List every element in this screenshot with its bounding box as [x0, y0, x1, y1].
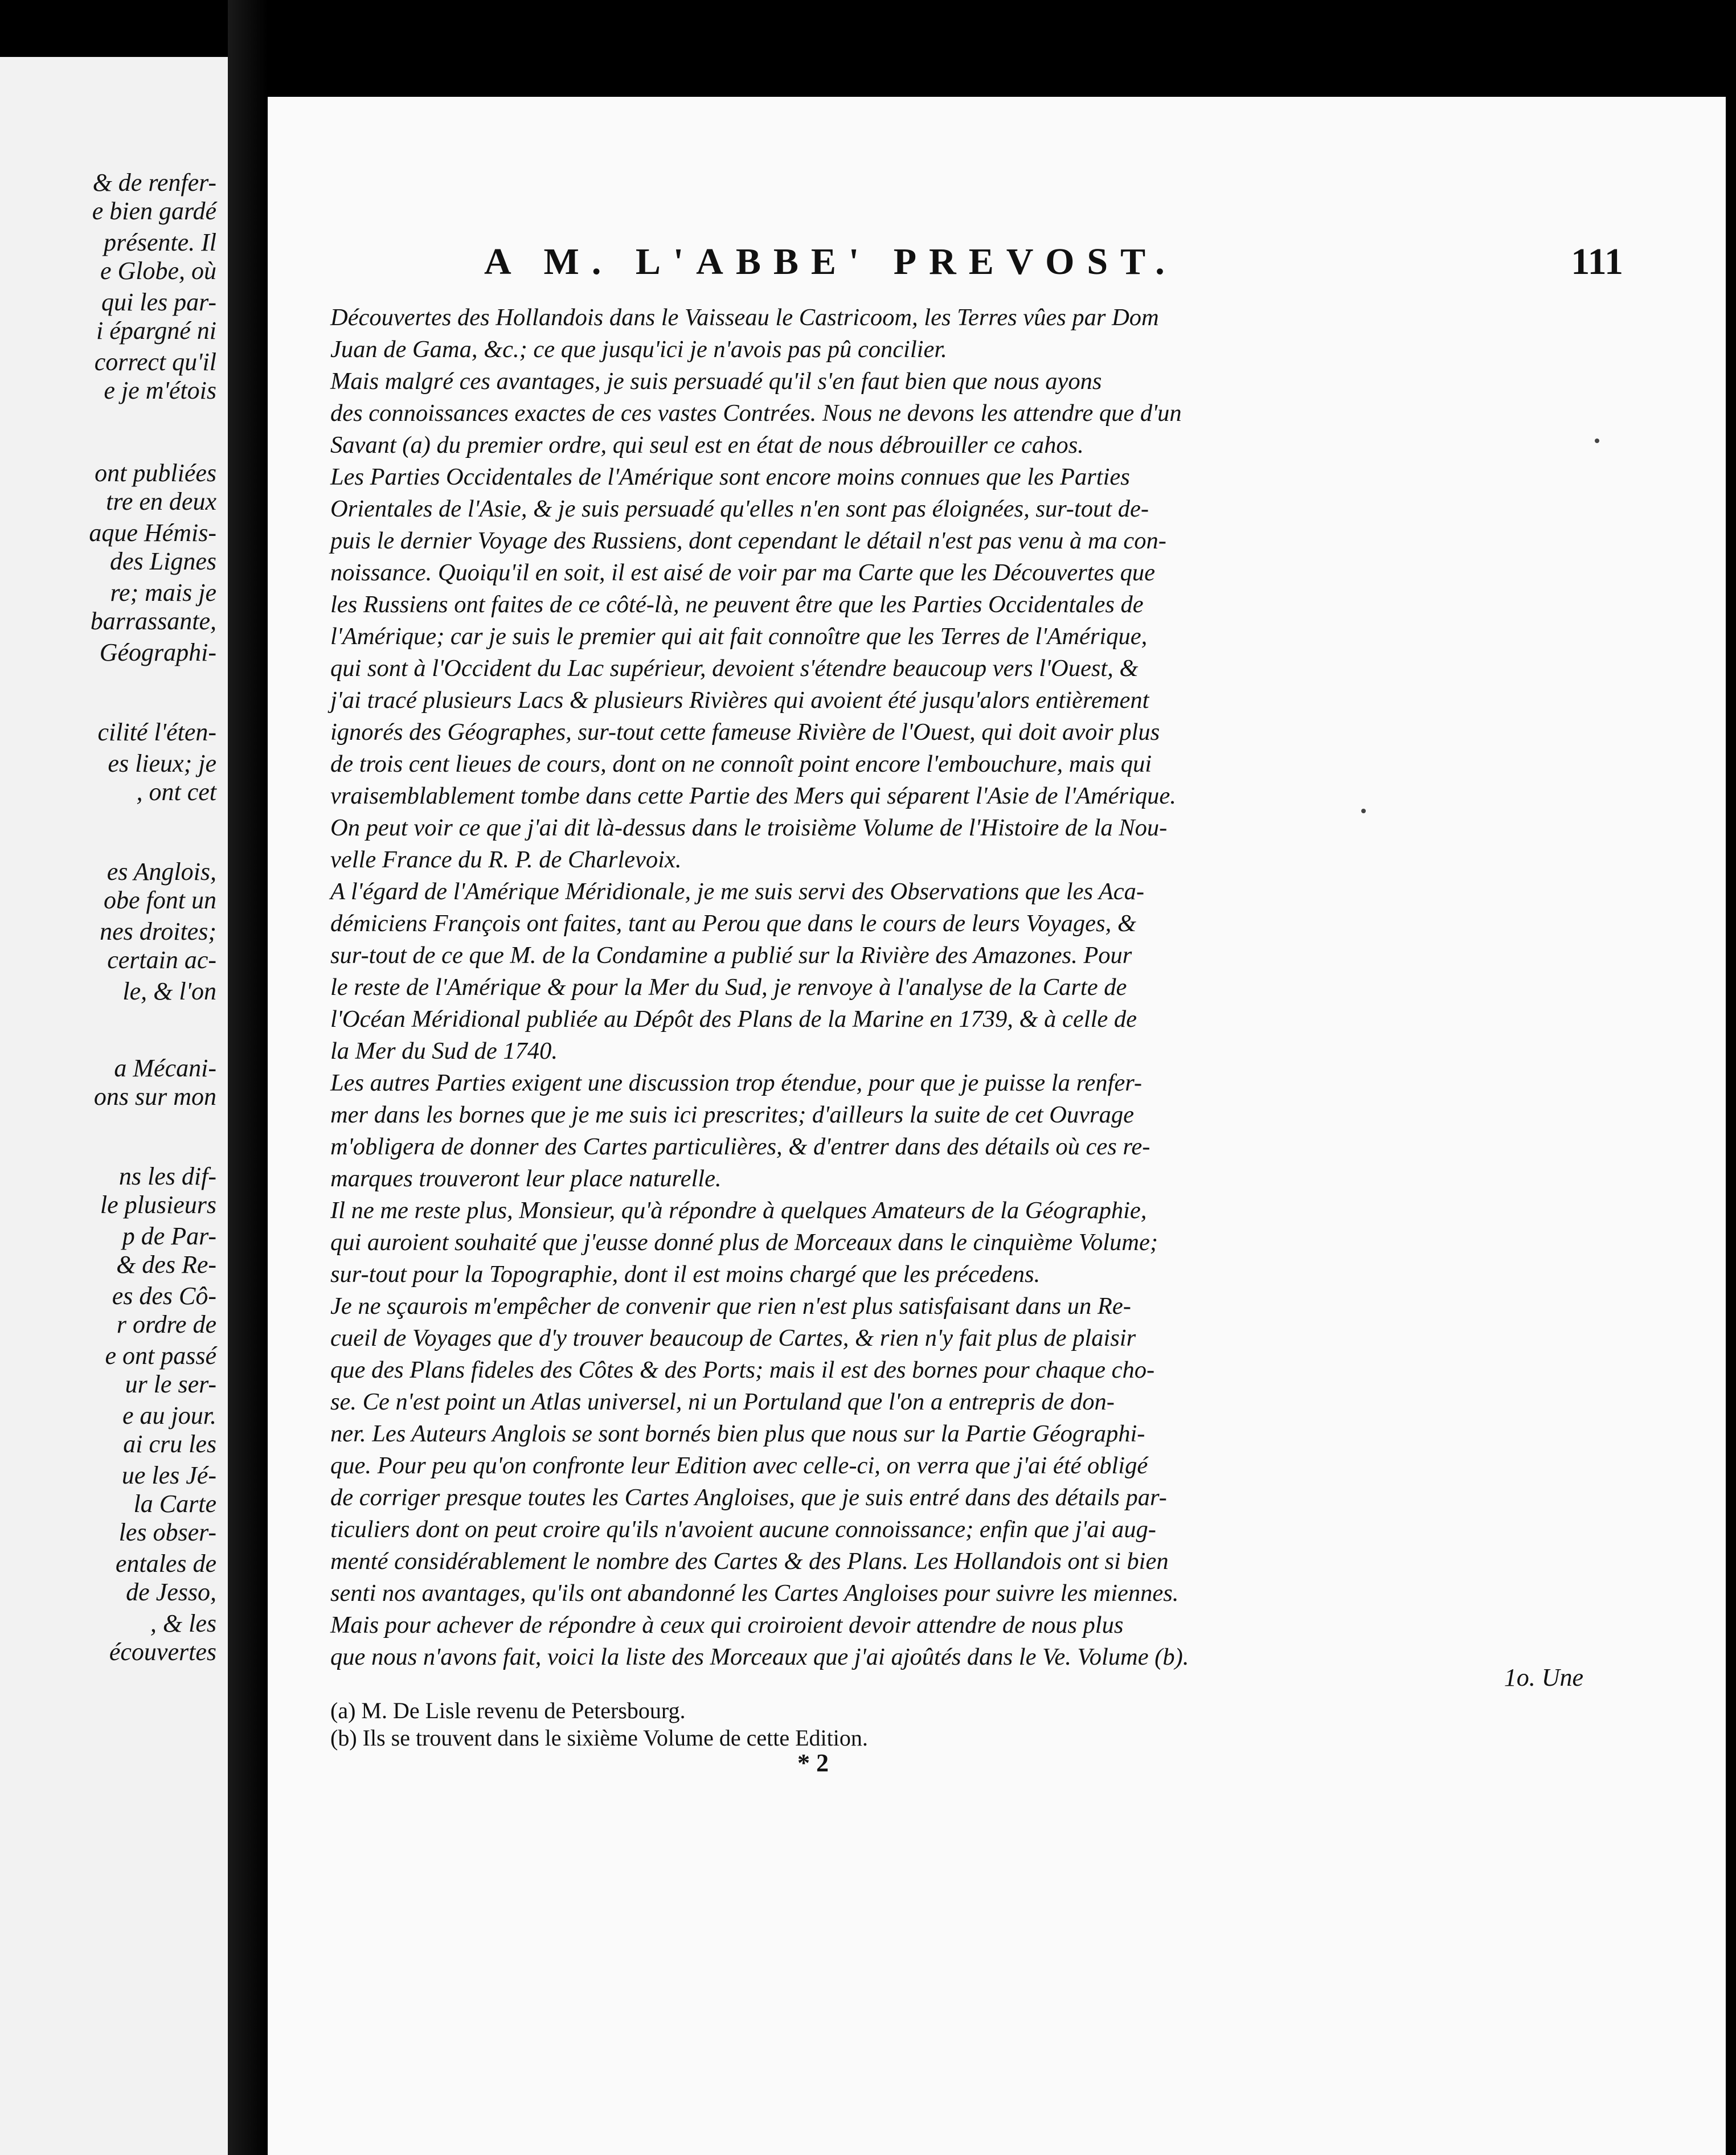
body-line: sur-tout pour la Topographie, dont il est moins chargé que les précedens.: [330, 1261, 1041, 1288]
body-line: Savant (a) du premier ordre, qui seul est en état de nous débrouiller ce cahos.: [330, 432, 1084, 458]
left-page-line: la Carte: [133, 1490, 216, 1518]
footnote-a: (a) M. De Lisle revenu de Petersbourg.: [330, 1698, 686, 1723]
body-line: velle France du R. P. de Charlevoix.: [330, 846, 682, 873]
left-page-line: présente. Il: [104, 228, 216, 256]
body-line: menté considérablement le nombre des Cartes & des Plans. Les Hollandois ont si bien: [330, 1548, 1169, 1575]
left-page-line: e Globe, où: [100, 257, 216, 285]
body-line: la Mer du Sud de 1740.: [330, 1038, 558, 1064]
left-page-line: tre en deux: [106, 487, 216, 515]
catchword: 1o. Une: [1504, 1664, 1583, 1691]
body-line: des connoissances exactes de ces vastes Contrées. Nous ne devons les attendre que d'un: [330, 400, 1182, 427]
left-page-line: qui les par-: [101, 288, 216, 316]
left-page-line: le plusieurs: [100, 1191, 216, 1219]
body-line: de corriger presque toutes les Cartes Angloises, que je suis entré dans des détails par-: [330, 1484, 1167, 1511]
body-line: les Russiens ont faites de ce côté-là, ne peuvent être que les Parties Occidentales de: [330, 591, 1144, 618]
left-page-line: nes droites;: [100, 917, 216, 945]
body-line: que des Plans fideles des Côtes & des Ports; mais il est des bornes pour chaque cho-: [330, 1357, 1155, 1383]
left-page-line: es Anglois,: [107, 858, 216, 886]
left-page-line: p de Par-: [122, 1222, 216, 1250]
left-page-line: les obser-: [118, 1518, 216, 1546]
left-page-line: r ordre de: [116, 1310, 216, 1338]
left-page-line: ons sur mon: [93, 1083, 216, 1111]
footnote-b: (b) Ils se trouvent dans le sixième Volume de cette Edition.: [330, 1725, 868, 1751]
left-page-line: entales de: [115, 1550, 216, 1578]
left-page-line: écouvertes: [109, 1638, 216, 1666]
body-line: j'ai tracé plusieurs Lacs & plusieurs Rivières qui avoient été jusqu'alors entièrement: [330, 687, 1149, 714]
left-page-line: ue les Jé-: [121, 1461, 216, 1489]
left-page-line: Géographi-: [99, 638, 216, 666]
left-page-line: ur le ser-: [125, 1370, 216, 1398]
left-page-line: le, & l'on: [122, 977, 216, 1005]
body-line: Les Parties Occidentales de l'Amérique sont encore moins connues que les Parties: [330, 464, 1130, 490]
left-page-line: , ont cet: [136, 778, 216, 806]
left-page-line: re; mais je: [110, 579, 216, 607]
body-line: qui auroient souhaité que j'eusse donné plus de Morceaux dans le cinquième Volume;: [330, 1229, 1158, 1256]
left-page-line: aque Hémis-: [89, 519, 216, 547]
body-line: Orientales de l'Asie, & je suis persuadé qu'elles n'en sont pas éloignées, sur-tout de-: [330, 495, 1149, 522]
body-line: l'Océan Méridional publiée au Dépôt des Plans de la Marine en 1739, & à celle de: [330, 1006, 1137, 1033]
body-line: cueil de Voyages que d'y trouver beaucoup de Cartes, & rien n'y fait plus de plaisir: [330, 1325, 1136, 1351]
left-page-line: e au jour.: [122, 1402, 216, 1429]
body-line: vraisemblablement tombe dans cette Partie des Mers qui séparent l'Asie de l'Amérique.: [330, 782, 1176, 809]
right-page: [268, 97, 1726, 2155]
left-page-line: es lieux; je: [108, 749, 216, 777]
body-line: l'Amérique; car je suis le premier qui ait fait connoître que les Terres de l'Amérique,: [330, 623, 1148, 650]
left-page-line: ai cru les: [123, 1430, 216, 1458]
left-page-line: e ont passé: [105, 1342, 216, 1370]
body-line: puis le dernier Voyage des Russiens, dont cependant le détail n'est pas venu à ma con-: [330, 527, 1166, 554]
body-line: Juan de Gama, &c.; ce que jusqu'ici je n'avois pas pû concilier.: [330, 336, 947, 363]
left-page-line: & de renfer-: [92, 169, 216, 196]
body-line: noissance. Quoiqu'il en soit, il est aisé de voir par ma Carte que les Découvertes que: [330, 559, 1155, 586]
left-page-line: , & les: [150, 1609, 216, 1637]
body-line: Il ne me reste plus, Monsieur, qu'à répondre à quelques Amateurs de la Géographie,: [330, 1197, 1147, 1224]
running-title: A M. L'ABBE' PREVOST.: [484, 241, 1177, 282]
gutter-shadow: [228, 0, 268, 2155]
body-line: Mais pour achever de répondre à ceux qui croiroient devoir attendre de nous plus: [330, 1612, 1124, 1638]
body-line: qui sont à l'Occident du Lac supérieur, devoient s'étendre beaucoup vers l'Ouest, &: [330, 655, 1139, 682]
body-line: ner. Les Auteurs Anglois se sont bornés bien plus que nous sur la Partie Géographi-: [330, 1420, 1145, 1447]
body-line: démiciens François ont faites, tant au Perou que dans le cours de leurs Voyages, &: [330, 910, 1136, 937]
left-page-line: correct qu'il: [94, 348, 216, 376]
body-line: Découvertes des Hollandois dans le Vaisseau le Castricoom, les Terres vûes par Dom: [330, 304, 1159, 331]
left-page-line: ont publiées: [95, 459, 216, 487]
body-line: mer dans les bornes que je me suis ici prescrites; d'ailleurs la suite de cet Ouvrage: [330, 1101, 1134, 1128]
body-line: sur-tout de ce que M. de la Condamine a publié sur la Rivière des Amazones. Pour: [330, 942, 1132, 969]
left-page-line: e bien gardé: [92, 197, 216, 225]
left-page-line: es des Cô-: [112, 1282, 216, 1310]
body-line: Je ne sçaurois m'empêcher de convenir que rien n'est plus satisfaisant dans un Re-: [330, 1293, 1131, 1320]
body-line: marques trouveront leur place naturelle.: [330, 1165, 722, 1192]
left-page: [0, 57, 228, 2155]
left-page-line: certain ac-: [107, 946, 216, 974]
left-page-line: des Lignes: [110, 547, 216, 575]
body-line: A l'égard de l'Amérique Méridionale, je me suis servi des Observations que les Aca-: [330, 878, 1145, 905]
left-page-line: barrassante,: [90, 607, 216, 635]
body-line: le reste de l'Amérique & pour la Mer du Sud, je renvoye à l'analyse de la Carte de: [330, 974, 1127, 1001]
left-page-line: cilité l'éten-: [97, 718, 216, 746]
body-line: de trois cent lieues de cours, dont on ne connoît point encore l'embouchure, mais qui: [330, 751, 1152, 777]
signature-mark: * 2: [797, 1749, 829, 1777]
paper-speck: [1361, 809, 1366, 813]
paper-speck: [1595, 439, 1599, 443]
body-line: ticuliers dont on peut croire qu'ils n'avoient aucune connoissance; enfin que j'ai aug-: [330, 1516, 1156, 1543]
left-page-line: e je m'étois: [104, 376, 216, 404]
left-page-line: & des Re-: [116, 1251, 216, 1279]
body-line: senti nos avantages, qu'ils ont abandonné les Cartes Angloises pour suivre les miennes.: [330, 1580, 1179, 1607]
body-line: ignorés des Géographes, sur-tout cette fameuse Rivière de l'Ouest, qui doit avoir plus: [330, 719, 1160, 745]
body-line: m'obligera de donner des Cartes particulières, & d'entrer dans des détails où ces re-: [330, 1133, 1150, 1160]
left-page-line: ns les dif-: [118, 1162, 216, 1190]
left-page-line: i épargné ni: [96, 317, 216, 345]
body-line: Mais malgré ces avantages, je suis persuadé qu'il s'en faut bien que nous ayons: [330, 368, 1102, 395]
body-line: que nous n'avons fait, voici la liste des Morceaux que j'ai ajoûtés dans le Ve. Volume (b).: [330, 1644, 1189, 1670]
body-line: se. Ce n'est point un Atlas universel, ni un Portuland que l'on a entrepris de don-: [330, 1388, 1115, 1415]
body-line: On peut voir ce que j'ai dit là-dessus dans le troisième Volume de l'Histoire de la Nou-: [330, 814, 1168, 841]
body-line: que. Pour peu qu'on confronte leur Edition avec celle-ci, on verra que j'ai été obligé: [330, 1452, 1148, 1479]
page-number: 111: [1571, 241, 1623, 282]
left-page-line: a Mécani-: [114, 1054, 216, 1082]
body-line: Les autres Parties exigent une discussion trop étendue, pour que je puisse la renfer-: [330, 1070, 1143, 1096]
left-page-line: de Jesso,: [126, 1578, 216, 1606]
left-page-line: obe font un: [104, 886, 216, 914]
